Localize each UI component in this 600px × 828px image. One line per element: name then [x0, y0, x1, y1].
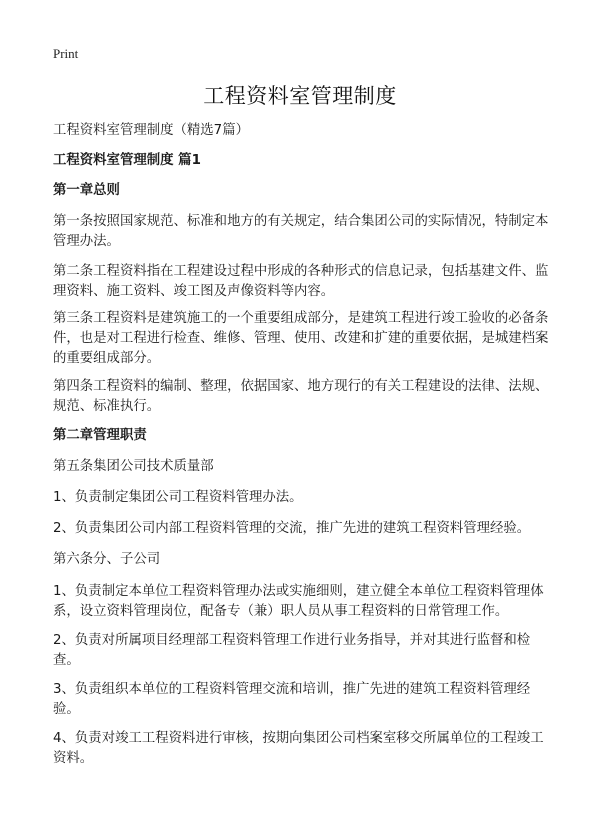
document-title: 工程资料室管理制度	[203, 84, 397, 108]
chapter-1-heading: 第一章总则	[53, 183, 120, 198]
article-6-item-4: 4、负责对竣工工程资料进行审核，按期向集团公司档案室移交所属单位的工程竣工资料。	[53, 731, 544, 766]
article-2: 第二条工程资料指在工程建设过程中形成的各种形式的信息记录，包括基建文件、监理资料、施工资料、竣工图及声像资料等内容。	[53, 264, 549, 299]
article-6-item-2: 2、负责对所属项目经理部工程资料管理工作进行业务指导，并对其进行监督和检查。	[53, 633, 531, 668]
article-4: 第四条工程资料的编制、整理，依据国家、地方现行的有关工程建设的法律、法规、规范、标准执行。	[53, 379, 549, 414]
article-1: 第一条按照国家规范、标准和地方的有关规定，结合集团公司的实际情况，特制定本管理办法。	[53, 214, 549, 249]
article-5-item-1: 1、负责制定集团公司工程资料管理办法。	[53, 490, 303, 505]
document-subtitle: 工程资料室管理制度（精选7篇）	[53, 123, 249, 138]
article-6-item-3: 3、负责组织本单位的工程资料管理交流和培训，推广先进的建筑工程资料管理经验。	[53, 682, 531, 717]
article-5-title: 第五条集团公司技术质量部	[53, 459, 214, 474]
article-3: 第三条工程资料是建筑施工的一个重要组成部分，是建筑工程进行竣工验收的必备条件，也是对工程进行检查、维修、管理、使用、改建和扩建的重要依据，是城建档案的重要组成部分。	[53, 311, 549, 366]
print-label: Print	[53, 46, 79, 61]
article-6-item-1: 1、负责制定本单位工程资料管理办法或实施细则，建立健全本单位工程资料管理体系，设立资料管理岗位，配备专（兼）职人员从事工程资料的日常管理工作。	[53, 584, 544, 619]
article-5-item-2: 2、负责集团公司内部工程资料管理的交流，推广先进的建筑工程资料管理经验。	[53, 521, 531, 536]
chapter-2-heading: 第二章管理职责	[53, 428, 147, 443]
section-heading: 工程资料室管理制度 篇1	[53, 153, 201, 168]
article-6-title: 第六条分、子公司	[53, 552, 161, 567]
